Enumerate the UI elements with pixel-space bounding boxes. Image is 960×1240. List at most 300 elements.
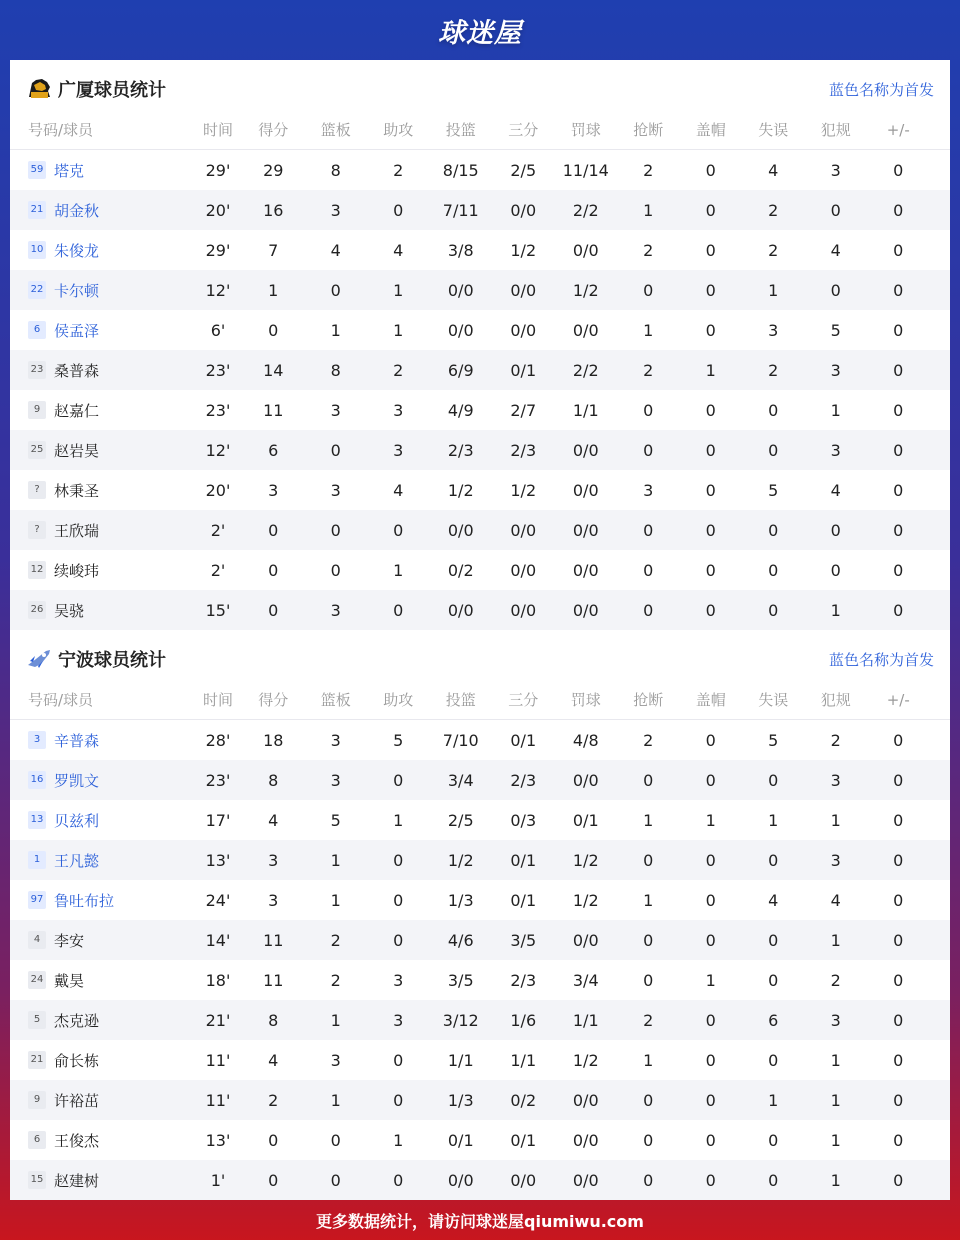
player-name[interactable]: 桑普森 [54, 361, 100, 380]
stat-cell: 11' [205, 1090, 231, 1110]
stat-cell: 0 [768, 770, 779, 790]
column-header: 时间 [202, 121, 233, 139]
table-row[interactable] [10, 760, 950, 800]
table-row[interactable] [10, 390, 950, 430]
stat-cell: 3 [330, 730, 341, 750]
stat-cell: 1 [830, 600, 841, 620]
stat-cell: 4 [393, 480, 404, 500]
player-name[interactable]: 塔克 [54, 161, 85, 180]
jersey-number-badge: 10 [28, 241, 46, 259]
stat-cell: 6' [210, 320, 226, 340]
stat-cell: 0/0 [572, 320, 599, 340]
player-name[interactable]: 林秉圣 [54, 481, 100, 500]
stat-cell: 0 [268, 560, 279, 580]
stat-cell: 2/3 [510, 440, 537, 460]
player-cell[interactable] [10, 930, 190, 951]
column-header: 犯规 [820, 121, 851, 139]
player-name[interactable]: 贝兹利 [54, 811, 100, 830]
stat-cell: 3 [830, 1010, 841, 1030]
stat-cell: 0 [643, 1090, 654, 1110]
player-cell[interactable] [10, 400, 190, 421]
stat-cell: 5 [830, 320, 841, 340]
stat-cell: 1/2 [572, 1050, 599, 1070]
stat-cell: 0 [893, 930, 904, 950]
column-header: 抢断 [633, 121, 664, 139]
stat-cell: 1 [643, 320, 654, 340]
stat-cell: 3 [330, 400, 341, 420]
stat-cell: 0 [705, 160, 716, 180]
player-name[interactable]: 辛普森 [54, 731, 100, 750]
table-row[interactable] [10, 1160, 950, 1200]
stat-cell: 0 [893, 520, 904, 540]
jersey-number-badge: 4 [28, 931, 46, 949]
stat-cell: 0 [705, 240, 716, 260]
stat-cell: 0 [893, 850, 904, 870]
player-cell[interactable] [10, 1050, 190, 1071]
stat-cell: 24' [205, 890, 231, 910]
player-cell[interactable] [10, 850, 190, 871]
stat-cell: 0 [830, 560, 841, 580]
stat-cell: 0/0 [572, 240, 599, 260]
stat-cell: 5 [330, 810, 341, 830]
stat-cell: 0 [893, 730, 904, 750]
stat-cell: 1 [830, 810, 841, 830]
stat-cell: 2 [768, 240, 779, 260]
stat-cell: 3 [330, 1050, 341, 1070]
table-row[interactable] [10, 310, 950, 350]
stat-cell: 0/1 [572, 810, 599, 830]
column-header: 盖帽 [695, 121, 726, 139]
jersey-number-badge: 12 [28, 561, 46, 579]
stat-cell: 3/8 [447, 240, 474, 260]
stat-cell: 8 [268, 770, 279, 790]
stat-cell: 2 [330, 930, 341, 950]
stat-cell: 2 [768, 360, 779, 380]
jersey-number-badge: 5 [28, 1011, 46, 1029]
player-cell[interactable] [10, 240, 190, 261]
stat-cell: 1 [768, 280, 779, 300]
stat-cell: 3 [830, 160, 841, 180]
table-header [10, 110, 950, 150]
stat-cell: 0 [705, 1050, 716, 1070]
stat-cell: 2 [643, 360, 654, 380]
stat-cell: 0 [830, 200, 841, 220]
stat-cell: 4 [830, 480, 841, 500]
stat-cell: 1 [393, 810, 404, 830]
column-header: 篮板 [320, 121, 351, 139]
stat-cell: 0 [705, 930, 716, 950]
stat-cell: 0 [830, 280, 841, 300]
stat-cell: 0/0 [510, 1170, 537, 1190]
stat-cell: 0 [643, 560, 654, 580]
player-cell[interactable] [10, 560, 190, 581]
table-row[interactable] [10, 840, 950, 880]
player-name[interactable]: 李安 [54, 931, 85, 950]
player-name[interactable]: 侯孟泽 [54, 321, 100, 340]
player-name[interactable]: 卡尔顿 [54, 281, 100, 300]
player-cell[interactable] [10, 1170, 190, 1191]
stat-cell: 0 [643, 600, 654, 620]
stat-cell: 0 [893, 320, 904, 340]
stat-cell: 1 [330, 1090, 341, 1110]
jersey-number-badge: 24 [28, 971, 46, 989]
stat-cell: 0 [393, 850, 404, 870]
stat-cell: 0 [330, 520, 341, 540]
stat-cell: 1/1 [572, 1010, 599, 1030]
player-name[interactable]: 王欣瑞 [54, 521, 100, 540]
player-name[interactable]: 赵嘉仁 [54, 401, 100, 420]
stat-cell: 3 [393, 400, 404, 420]
player-name[interactable]: 王凡懿 [54, 851, 100, 870]
stat-cell: 0 [768, 970, 779, 990]
stat-cell: 0/0 [572, 520, 599, 540]
stat-cell: 2 [830, 730, 841, 750]
stat-cell: 3 [330, 600, 341, 620]
stat-cell: 1 [830, 1050, 841, 1070]
stat-cell: 0 [893, 440, 904, 460]
stat-cell: 0 [643, 520, 654, 540]
stat-cell: 8/15 [442, 160, 479, 180]
stat-cell: 1 [830, 1090, 841, 1110]
stat-cell: 8 [330, 160, 341, 180]
stat-cell: 2/2 [572, 200, 599, 220]
stat-cell: 1 [830, 1170, 841, 1190]
table-row[interactable] [10, 720, 950, 760]
stat-cell: 0 [268, 320, 279, 340]
stat-cell: 0/1 [510, 850, 537, 870]
stat-cell: 18' [205, 970, 231, 990]
player-cell[interactable] [10, 440, 190, 461]
stat-cell: 0/0 [510, 560, 537, 580]
table-header [10, 680, 950, 720]
stat-cell: 0 [393, 200, 404, 220]
stat-cell: 2' [210, 520, 226, 540]
stat-cell: 3 [268, 890, 279, 910]
stat-cell: 1/3 [447, 890, 474, 910]
stat-cell: 0/0 [447, 280, 474, 300]
stat-cell: 0/0 [572, 480, 599, 500]
stat-cell: 0 [893, 1170, 904, 1190]
table-row[interactable] [10, 150, 950, 190]
column-header: 号码/球员 [28, 121, 94, 139]
table-row[interactable] [10, 270, 950, 310]
player-cell[interactable] [10, 160, 190, 181]
stat-cell: 3/12 [442, 1010, 479, 1030]
stat-cell: 4 [768, 160, 779, 180]
player-name[interactable]: 许裕茁 [54, 1091, 100, 1110]
stat-cell: 3 [830, 360, 841, 380]
stat-cell: 1 [643, 200, 654, 220]
stat-cell: 0/0 [572, 930, 599, 950]
stat-cell: 0 [393, 890, 404, 910]
player-cell[interactable] [10, 520, 190, 541]
stat-cell: 0/1 [510, 730, 537, 750]
table-row[interactable] [10, 510, 950, 550]
stat-cell: 3 [330, 200, 341, 220]
stat-cell: 0 [268, 1170, 279, 1190]
player-cell[interactable] [10, 1090, 190, 1111]
stat-cell: 13' [205, 1130, 231, 1150]
stat-cell: 0 [705, 520, 716, 540]
stat-cell: 0/0 [572, 560, 599, 580]
player-name[interactable]: 戴昊 [54, 971, 85, 990]
stat-cell: 0 [893, 200, 904, 220]
player-cell[interactable] [10, 600, 190, 621]
stat-cell: 2 [393, 360, 404, 380]
stat-cell: 2/2 [572, 360, 599, 380]
stat-cell: 0 [768, 930, 779, 950]
stat-cell: 1 [705, 970, 716, 990]
stat-cell: 0 [643, 280, 654, 300]
stat-cell: 0 [768, 520, 779, 540]
stat-cell: 29' [205, 240, 231, 260]
player-name[interactable]: 胡金秋 [54, 201, 100, 220]
player-cell[interactable] [10, 320, 190, 341]
table-row[interactable] [10, 470, 950, 510]
player-cell[interactable] [10, 1130, 190, 1151]
column-header: 号码/球员 [28, 691, 94, 709]
stat-cell: 1 [705, 810, 716, 830]
table-row[interactable] [10, 190, 950, 230]
stat-cell: 1/2 [447, 850, 474, 870]
stat-cell: 4 [830, 890, 841, 910]
column-header: 投篮 [445, 691, 476, 709]
brand-logo: 球迷屋 [438, 17, 522, 49]
rocket-icon [26, 647, 52, 671]
stat-cell: 12' [205, 280, 231, 300]
table-row[interactable] [10, 590, 950, 630]
jersey-number-badge: 59 [28, 161, 46, 179]
stat-cell: 0 [705, 280, 716, 300]
stat-cell: 0 [893, 600, 904, 620]
column-header: 三分 [508, 691, 539, 709]
stat-cell: 0 [268, 600, 279, 620]
stat-cell: 7/11 [442, 200, 479, 220]
stat-cell: 0/1 [447, 1130, 474, 1150]
stat-cell: 1/6 [510, 1010, 537, 1030]
player-cell[interactable] [10, 810, 190, 831]
stat-cell: 3 [830, 770, 841, 790]
jersey-number-badge: ? [28, 521, 46, 539]
stat-cell: 0 [768, 1130, 779, 1150]
stat-cell: 0/2 [447, 560, 474, 580]
footer-banner[interactable]: 更多数据统计，请访问球迷屋qiumiwu.com [316, 1211, 644, 1231]
player-cell[interactable] [10, 770, 190, 791]
stat-cell: 8 [330, 360, 341, 380]
stat-cell: 16 [263, 200, 284, 220]
jersey-number-badge: 13 [28, 811, 46, 829]
stat-cell: 0 [393, 1170, 404, 1190]
player-name[interactable]: 罗凯文 [54, 771, 100, 790]
stat-cell: 15' [205, 600, 231, 620]
stat-cell: 11 [263, 930, 284, 950]
player-cell[interactable] [10, 200, 190, 221]
stat-cell: 0 [893, 890, 904, 910]
player-name[interactable]: 鲁吐布拉 [54, 891, 115, 910]
column-header: 盖帽 [695, 691, 726, 709]
starter-hint: 蓝色名称为首发 [828, 650, 934, 669]
stat-cell: 0/0 [510, 600, 537, 620]
player-cell[interactable] [10, 890, 190, 911]
stat-cell: 2 [643, 1010, 654, 1030]
stat-cell: 0 [705, 1010, 716, 1030]
stat-cell: 0 [643, 440, 654, 460]
jersey-number-badge: 21 [28, 1051, 46, 1069]
stat-cell: 3 [393, 1010, 404, 1030]
stat-cell: 1 [330, 850, 341, 870]
stat-cell: 1/2 [447, 480, 474, 500]
stat-cell: 0 [893, 1010, 904, 1030]
stat-cell: 0 [643, 970, 654, 990]
jersey-number-badge: 3 [28, 731, 46, 749]
stat-cell: 2 [768, 200, 779, 220]
table-row[interactable] [10, 1000, 950, 1040]
starter-hint: 蓝色名称为首发 [828, 80, 934, 99]
stat-cell: 4 [268, 1050, 279, 1070]
stat-cell: 1/1 [510, 1050, 537, 1070]
stat-cell: 21' [205, 1010, 231, 1030]
stat-cell: 3 [330, 770, 341, 790]
column-header: 投篮 [445, 121, 476, 139]
player-cell[interactable] [10, 480, 190, 501]
table-row[interactable] [10, 1040, 950, 1080]
stat-cell: 0 [393, 520, 404, 540]
stat-cell: 0 [705, 1090, 716, 1110]
stat-cell: 0/0 [447, 520, 474, 540]
stat-cell: 0/0 [572, 440, 599, 460]
stat-cell: 0 [768, 1170, 779, 1190]
table-row[interactable] [10, 960, 950, 1000]
stat-cell: 1/2 [572, 280, 599, 300]
stat-cell: 5 [393, 730, 404, 750]
stat-cell: 0 [330, 440, 341, 460]
stat-cell: 0/1 [510, 890, 537, 910]
stat-cell: 4/8 [572, 730, 599, 750]
stat-cell: 4 [330, 240, 341, 260]
stat-cell: 0 [330, 1170, 341, 1190]
player-name[interactable]: 杰克逊 [54, 1011, 100, 1030]
player-name[interactable]: 续峻玮 [54, 561, 100, 580]
stat-cell: 3 [393, 970, 404, 990]
stat-cell: 2/3 [447, 440, 474, 460]
stat-cell: 0/0 [447, 1170, 474, 1190]
player-name[interactable]: 吴骁 [54, 601, 85, 620]
stat-cell: 0 [705, 1170, 716, 1190]
player-name[interactable]: 王俊杰 [54, 1131, 100, 1150]
stat-cell: 1 [830, 1130, 841, 1150]
stat-cell: 2/3 [510, 770, 537, 790]
stat-cell: 23' [205, 770, 231, 790]
stat-cell: 3 [393, 440, 404, 460]
stat-cell: 0 [768, 560, 779, 580]
table-row[interactable] [10, 430, 950, 470]
stat-cell: 4/9 [447, 400, 474, 420]
team-title [26, 76, 166, 102]
stat-cell: 2/5 [447, 810, 474, 830]
jersey-number-badge: 21 [28, 201, 46, 219]
player-name[interactable]: 赵建树 [54, 1171, 100, 1190]
stat-cell: 1 [393, 280, 404, 300]
stat-cell: 23' [205, 360, 231, 380]
column-header: 助攻 [383, 121, 414, 139]
stat-cell: 0 [705, 400, 716, 420]
stat-cell: 0 [393, 600, 404, 620]
stat-cell: 1 [643, 810, 654, 830]
column-header: 篮板 [320, 691, 351, 709]
stat-cell: 4 [268, 810, 279, 830]
table-row[interactable] [10, 1120, 950, 1160]
stat-cell: 3 [268, 480, 279, 500]
stat-cell: 0 [393, 930, 404, 950]
stat-cell: 2 [393, 160, 404, 180]
stat-cell: 1/1 [447, 1050, 474, 1070]
stat-cell: 17' [205, 810, 231, 830]
jersey-number-badge: 9 [28, 401, 46, 419]
stat-cell: 3 [830, 850, 841, 870]
stat-cell: 20' [205, 200, 231, 220]
table-row[interactable] [10, 230, 950, 270]
table-row[interactable] [10, 350, 950, 390]
stat-cell: 2/7 [510, 400, 537, 420]
stat-cell: 0 [643, 770, 654, 790]
stat-cell: 0 [705, 730, 716, 750]
stat-cell: 2 [643, 730, 654, 750]
stat-cell: 0 [643, 930, 654, 950]
player-name[interactable]: 俞长栋 [54, 1051, 100, 1070]
player-name[interactable]: 赵岩昊 [54, 441, 100, 460]
column-header: 罚球 [570, 691, 601, 709]
jersey-number-badge: 23 [28, 361, 46, 379]
stat-cell: 29' [205, 160, 231, 180]
stat-cell: 0 [893, 480, 904, 500]
stat-cell: 1 [330, 890, 341, 910]
player-cell[interactable] [10, 280, 190, 301]
stat-cell: 0/0 [447, 600, 474, 620]
player-cell[interactable] [10, 970, 190, 991]
stat-cell: 0 [393, 1050, 404, 1070]
stat-cell: 0 [893, 560, 904, 580]
table-row[interactable] [10, 920, 950, 960]
column-header: 犯规 [820, 691, 851, 709]
player-cell[interactable] [10, 1010, 190, 1031]
stat-cell: 1 [330, 1010, 341, 1030]
column-header: 失误 [758, 121, 789, 139]
stat-cell: 2/3 [510, 970, 537, 990]
stat-cell: 1 [393, 560, 404, 580]
stat-cell: 2 [330, 970, 341, 990]
player-name[interactable]: 朱俊龙 [54, 241, 100, 260]
column-header: 助攻 [383, 691, 414, 709]
table-row[interactable] [10, 550, 950, 590]
player-cell[interactable] [10, 360, 190, 381]
stat-cell: 0 [330, 560, 341, 580]
stat-cell: 0/0 [572, 1090, 599, 1110]
stat-cell: 3 [643, 480, 654, 500]
table-row[interactable] [10, 800, 950, 840]
player-cell[interactable] [10, 730, 190, 751]
stat-cell: 2 [830, 970, 841, 990]
table-row[interactable] [10, 1080, 950, 1120]
column-header: 罚球 [570, 121, 601, 139]
top-bar [0, 0, 960, 60]
stat-cell: 0 [705, 600, 716, 620]
stat-cell: 0/1 [510, 360, 537, 380]
stat-cell: 0 [643, 1170, 654, 1190]
jersey-number-badge: 25 [28, 441, 46, 459]
stat-cell: 11' [205, 1050, 231, 1070]
stat-cell: 4 [830, 240, 841, 260]
table-row[interactable] [10, 880, 950, 920]
